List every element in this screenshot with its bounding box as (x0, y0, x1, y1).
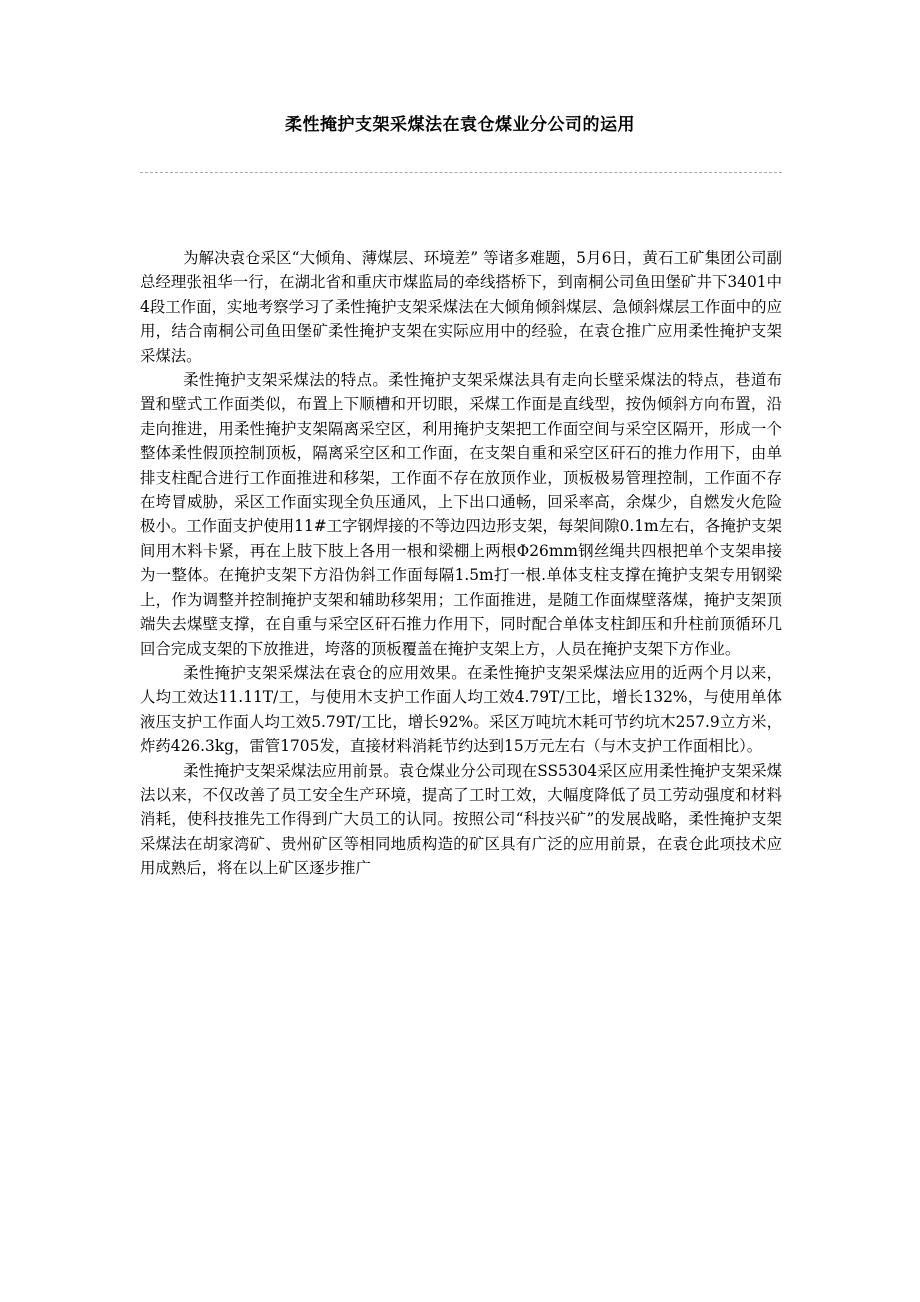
paragraph-intro: 为解决袁仓采区“大倾角、薄煤层、环境差” 等诸多难题，5月6日，黄石工矿集团公司副总经理张祖华一行，在湖北省和重庆市煤监局的牵线搭桥下，到南桐公司鱼田堡矿井下3401中4段工作面，实地考察学习了柔性掩护支架采煤法在大倾角倾斜煤层、急倾斜煤层工作面中的应用，结合南桐公司鱼田堡矿柔性掩护支架在实际应用中的经验，在袁仓推广应用柔性掩护支架采煤法。 (140, 249, 782, 365)
document-body (140, 246, 782, 881)
paragraph-effects: 柔性掩护支架采煤法在袁仓的应用效果。在柔性掩护支架采煤法应用的近两个月以来，人均工效达11.11T/工，与使用木支护工作面人均工效4.79T/工比，增长132%，与使用单体液压支护工作面人均工效5.79T/工比，增长92%。采区万吨坑木耗可节约坑木257.9立方米，炸药426.3kg，雷管1705发，直接材料消耗节约达到15万元左右（与木支护工作面相比）。 (140, 663, 782, 756)
paragraph-prospects: 柔性掩护支架采煤法应用前景。袁仓煤业分公司现在SS5304采区应用柔性掩护支架采煤法以来，不仅改善了员工安全生产环境，提高了工时工效，大幅度降低了员工劳动强度和材料消耗，使科技推先工作得到广大员工的认同。按照公司“科技兴矿”的发展战略，柔性掩护支架采煤法在胡家湾矿、贵州矿区等相同地质构造的矿区具有广泛的应用前景，在袁仓此项技术应用成熟后，将在以上矿区逐步推广 (140, 761, 782, 878)
title-divider (140, 172, 782, 173)
document-title: 柔性掩护支架采煤法在袁仓煤业分公司的运用 (285, 115, 635, 135)
paragraph-features: 柔性掩护支架采煤法的特点。柔性掩护支架采煤法具有走向长壁采煤法的特点，巷道布置和壁式工作面类似，布置上下顺槽和开切眼，采煤工作面是直线型，按伪倾斜方向布置，沿走向推进，用柔性掩护支架隔离采空区，利用掩护支架把工作面空间与采空区隔开，形成一个整体柔性假顶控制顶板，隔离采空区和工作面，在支架自重和采空区矸石的推力作用下，由单排支柱配合进行工作面推进和移架，工作面不存在放顶作业，顶板极易管理控制，工作面不存在垮冒威胁，采区工作面实现全负压通风，上下出口通畅，回采率高，余煤少，自燃发火危险极小。工作面支护使用11#工字钢焊接的不等边四边形支架，每架间隙0.1m左右，各掩护支架间用木料卡紧，再在上肢下肢上各用一根和梁棚上两根Φ26mm钢丝绳共四根把单个支架串接为一整体。在掩护支架下方沿伪斜工作面每隔1.5m打一根.单体支柱支撑在掩护支架专用钢梁上，作为调整并控制掩护支架和辅助移架用；工作面推进，是随工作面煤壁落煤，掩护支架顶端失去煤壁支撑，在自重与采空区矸石推力作用下，同时配合单体支柱卸压和升柱前顶循环几回合完成支架的下放推进，垮落的顶板覆盖在掩护支架上方，人员在掩护支架下方作业。 (140, 371, 782, 658)
